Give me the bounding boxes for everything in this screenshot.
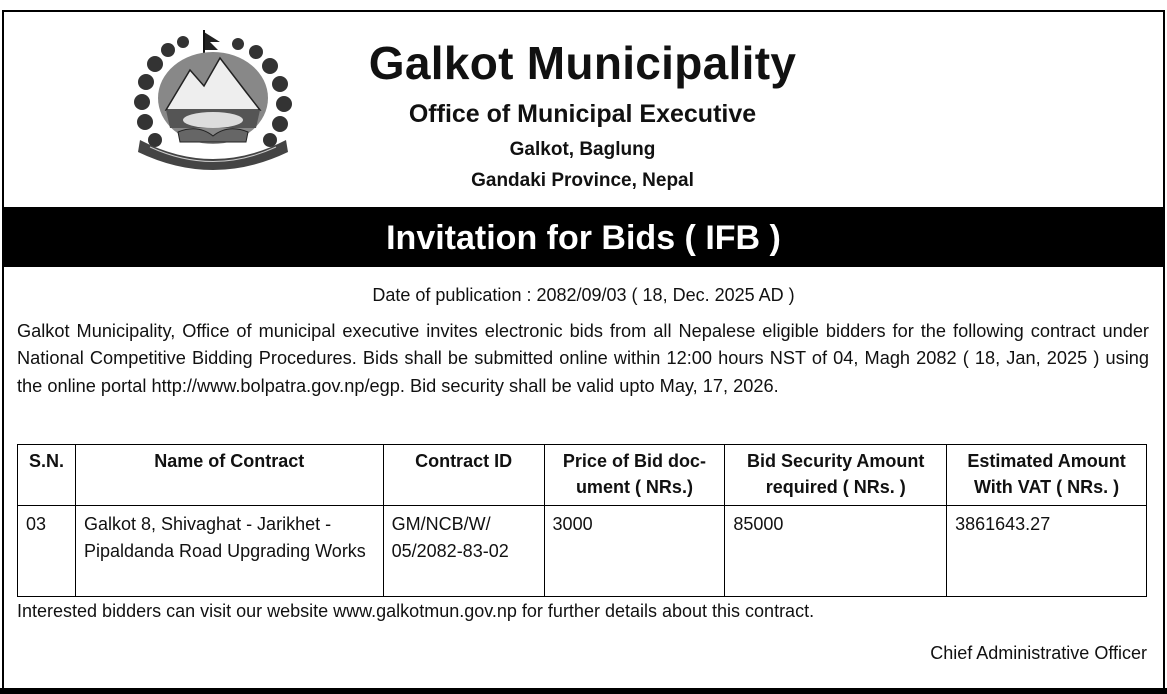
nepal-emblem-icon	[128, 28, 298, 170]
intro-paragraph: Galkot Municipality, Office of municipal executive invites electronic bids from all Nepalese eligible bidders for the following contract under National Competitive Bidding Procedures. Bids shall be submitted online within 12:00 hours NST of 04, Magh 2082 ( 18, Jan, 2025 ) using the online portal http://www.bolpatra.gov.np/egp. Bid security shall be valid upto May, 17, 2026.	[17, 321, 1149, 396]
signature: Chief Administrative Officer	[930, 643, 1147, 663]
location-line-2: Gandaki Province, Nepal	[471, 170, 694, 191]
cell-bid-security: 85000	[725, 506, 947, 597]
closing-note: Interested bidders can visit our website www.galkotmun.gov.np for further details about this contract.	[17, 601, 815, 621]
header-bid-security: Bid Security Amount required ( NRs. )	[725, 445, 947, 506]
cell-contract-id: GM/NCB/W/ 05/2082-83-02	[383, 506, 544, 597]
cell-estimated-amount: 3861643.27	[947, 506, 1147, 597]
header-name-of-contract: Name of Contract	[75, 445, 383, 506]
office-name: Office of Municipal Executive	[408, 100, 757, 128]
table-row	[18, 506, 1147, 597]
publication-date: Date of publication : 2082/09/03 ( 18, Dec. 2025 AD )	[372, 285, 795, 305]
header-bid-doc-price: Price of Bid document ( NRs.)	[544, 445, 725, 506]
header-contract-id: Contract ID	[383, 445, 544, 506]
title-banner: Invitation for Bids ( IFB )	[2, 207, 1165, 267]
org-name: Galkot Municipality	[368, 37, 797, 89]
table-header-row	[18, 445, 1147, 506]
bids-table	[17, 444, 1147, 597]
cell-bid-doc-price: 3000	[544, 506, 725, 597]
header-sn: S.N.	[18, 445, 76, 506]
location-line-1: Galkot, Baglung	[509, 139, 656, 160]
header-estimated-amount: Estimated Amount With VAT ( NRs. )	[947, 445, 1147, 506]
cell-contract-name: Galkot 8, Shivaghat - Jarikhet -Pipaldanda Road Upgrading Works	[75, 506, 383, 597]
cell-sn: 03	[18, 506, 76, 597]
bottom-rule	[0, 688, 1167, 694]
